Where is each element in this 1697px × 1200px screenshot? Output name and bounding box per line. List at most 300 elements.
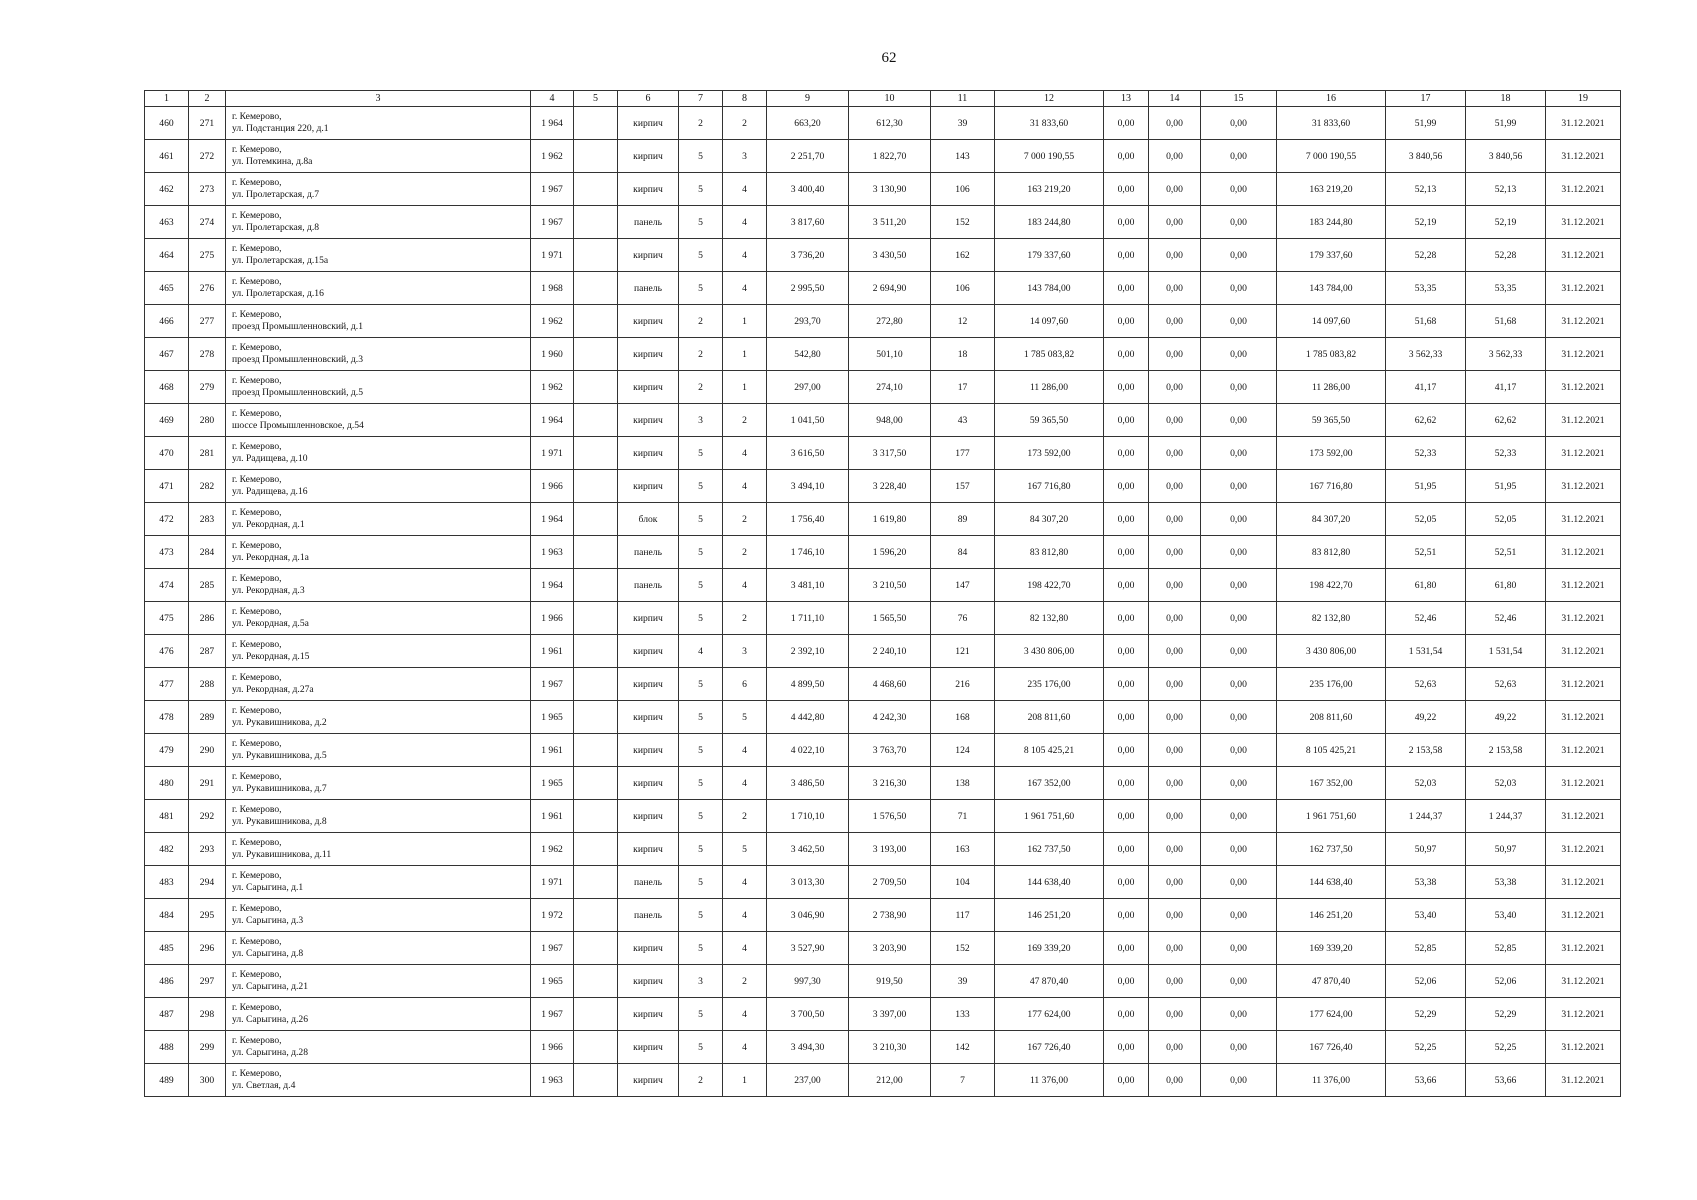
address-street: ул. Радищева, д.10 (232, 453, 308, 464)
cell-col-19: 31.12.2021 (1546, 767, 1621, 800)
cell-col-8: 4 (723, 437, 767, 470)
page-number: 62 (881, 50, 897, 66)
cell-col-16: 167 726,40 (1277, 1031, 1386, 1064)
cell-address (226, 140, 531, 173)
cell-col-14: 0,00 (1149, 503, 1201, 536)
cell-col-17: 53,38 (1386, 866, 1466, 899)
address-city: г. Кемерово, (232, 606, 282, 617)
cell-col-1: 469 (145, 404, 189, 437)
cell-col-4: 1 967 (531, 173, 574, 206)
cell-col-9: 3 700,50 (767, 998, 849, 1031)
cell-col-16: 173 592,00 (1277, 437, 1386, 470)
cell-col-16: 1 961 751,60 (1277, 800, 1386, 833)
cell-col-16: 167 716,80 (1277, 470, 1386, 503)
cell-col-16: 8 105 425,21 (1277, 734, 1386, 767)
cell-col-6: панель (618, 272, 679, 305)
cell-col-6: кирпич (618, 734, 679, 767)
cell-col-9: 1 711,10 (767, 602, 849, 635)
cell-col-19: 31.12.2021 (1546, 470, 1621, 503)
cell-col-14: 0,00 (1149, 272, 1201, 305)
cell-col-8: 1 (723, 338, 767, 371)
table-row (145, 635, 1621, 668)
cell-col-13: 0,00 (1104, 239, 1149, 272)
cell-col-7: 5 (679, 173, 723, 206)
cell-col-18: 1 531,54 (1466, 635, 1546, 668)
cell-col-18: 2 153,58 (1466, 734, 1546, 767)
cell-col-14: 0,00 (1149, 701, 1201, 734)
cell-col-10: 1 822,70 (849, 140, 931, 173)
cell-col-15: 0,00 (1201, 668, 1277, 701)
cell-col-8: 4 (723, 239, 767, 272)
column-header-19: 19 (1546, 91, 1621, 107)
cell-col-1: 472 (145, 503, 189, 536)
cell-col-15: 0,00 (1201, 734, 1277, 767)
cell-col-2: 282 (189, 470, 226, 503)
address-street: ул. Рекордная, д.1 (232, 519, 305, 530)
cell-col-12: 82 132,80 (995, 602, 1104, 635)
cell-col-19: 31.12.2021 (1546, 635, 1621, 668)
cell-col-15: 0,00 (1201, 998, 1277, 1031)
cell-col-12: 208 811,60 (995, 701, 1104, 734)
cell-col-5 (574, 206, 618, 239)
cell-col-9: 2 392,10 (767, 635, 849, 668)
cell-col-6: кирпич (618, 701, 679, 734)
cell-col-16: 11 286,00 (1277, 371, 1386, 404)
cell-col-16: 198 422,70 (1277, 569, 1386, 602)
cell-col-10: 2 738,90 (849, 899, 931, 932)
cell-col-7: 5 (679, 767, 723, 800)
cell-col-1: 478 (145, 701, 189, 734)
cell-col-1: 464 (145, 239, 189, 272)
address-street: ул. Пролетарская, д.7 (232, 189, 320, 200)
cell-address (226, 965, 531, 998)
cell-col-7: 3 (679, 404, 723, 437)
cell-col-15: 0,00 (1201, 371, 1277, 404)
cell-col-2: 295 (189, 899, 226, 932)
cell-col-9: 3 527,90 (767, 932, 849, 965)
cell-col-10: 3 763,70 (849, 734, 931, 767)
cell-col-10: 1 596,20 (849, 536, 931, 569)
column-header-12: 12 (995, 91, 1104, 107)
cell-col-19: 31.12.2021 (1546, 536, 1621, 569)
cell-col-12: 11 376,00 (995, 1064, 1104, 1097)
cell-col-19: 31.12.2021 (1546, 338, 1621, 371)
table-row (145, 107, 1621, 140)
cell-col-13: 0,00 (1104, 668, 1149, 701)
cell-col-16: 146 251,20 (1277, 899, 1386, 932)
cell-col-9: 3 013,30 (767, 866, 849, 899)
cell-col-10: 948,00 (849, 404, 931, 437)
cell-col-17: 52,29 (1386, 998, 1466, 1031)
address-street: ул. Сарыгина, д.8 (232, 948, 304, 959)
cell-address (226, 668, 531, 701)
address-street: ул. Сарыгина, д.28 (232, 1047, 308, 1058)
cell-col-5 (574, 503, 618, 536)
address-city: г. Кемерово, (232, 936, 282, 947)
cell-col-16: 183 244,80 (1277, 206, 1386, 239)
cell-col-10: 2 240,10 (849, 635, 931, 668)
cell-col-11: 168 (931, 701, 995, 734)
cell-col-5 (574, 767, 618, 800)
cell-col-11: 84 (931, 536, 995, 569)
address-city: г. Кемерово, (232, 408, 282, 419)
cell-col-17: 52,03 (1386, 767, 1466, 800)
cell-col-10: 1 576,50 (849, 800, 931, 833)
cell-col-7: 2 (679, 1064, 723, 1097)
table-row (145, 800, 1621, 833)
cell-col-14: 0,00 (1149, 437, 1201, 470)
cell-col-13: 0,00 (1104, 272, 1149, 305)
cell-address (226, 767, 531, 800)
cell-col-4: 1 963 (531, 536, 574, 569)
cell-col-12: 144 638,40 (995, 866, 1104, 899)
cell-col-14: 0,00 (1149, 965, 1201, 998)
cell-col-5 (574, 899, 618, 932)
cell-col-16: 3 430 806,00 (1277, 635, 1386, 668)
cell-col-11: 12 (931, 305, 995, 338)
cell-col-17: 52,33 (1386, 437, 1466, 470)
cell-col-6: кирпич (618, 437, 679, 470)
cell-col-14: 0,00 (1149, 899, 1201, 932)
cell-col-16: 11 376,00 (1277, 1064, 1386, 1097)
table-row (145, 470, 1621, 503)
cell-col-5 (574, 371, 618, 404)
cell-col-19: 31.12.2021 (1546, 371, 1621, 404)
cell-col-13: 0,00 (1104, 206, 1149, 239)
cell-col-6: кирпич (618, 932, 679, 965)
cell-col-15: 0,00 (1201, 107, 1277, 140)
cell-col-4: 1 961 (531, 635, 574, 668)
cell-address (226, 569, 531, 602)
cell-col-8: 4 (723, 1031, 767, 1064)
cell-col-16: 1 785 083,82 (1277, 338, 1386, 371)
cell-col-6: кирпич (618, 1031, 679, 1064)
cell-col-18: 1 244,37 (1466, 800, 1546, 833)
cell-col-1: 482 (145, 833, 189, 866)
address-city: г. Кемерово, (232, 870, 282, 881)
cell-col-19: 31.12.2021 (1546, 701, 1621, 734)
cell-col-10: 4 468,60 (849, 668, 931, 701)
cell-col-5 (574, 701, 618, 734)
cell-col-9: 3 400,40 (767, 173, 849, 206)
cell-col-19: 31.12.2021 (1546, 668, 1621, 701)
cell-col-19: 31.12.2021 (1546, 206, 1621, 239)
cell-col-9: 237,00 (767, 1064, 849, 1097)
cell-col-11: 142 (931, 1031, 995, 1064)
cell-col-6: панель (618, 536, 679, 569)
cell-col-10: 3 317,50 (849, 437, 931, 470)
cell-col-16: 169 339,20 (1277, 932, 1386, 965)
cell-col-6: кирпич (618, 965, 679, 998)
cell-col-19: 31.12.2021 (1546, 140, 1621, 173)
column-header-3: 3 (226, 91, 531, 107)
cell-col-4: 1 961 (531, 800, 574, 833)
cell-col-1: 462 (145, 173, 189, 206)
cell-col-18: 52,25 (1466, 1031, 1546, 1064)
cell-col-1: 473 (145, 536, 189, 569)
cell-col-14: 0,00 (1149, 140, 1201, 173)
cell-col-2: 300 (189, 1064, 226, 1097)
cell-col-18: 52,06 (1466, 965, 1546, 998)
cell-col-12: 84 307,20 (995, 503, 1104, 536)
cell-col-15: 0,00 (1201, 1064, 1277, 1097)
cell-col-2: 291 (189, 767, 226, 800)
cell-address (226, 272, 531, 305)
cell-col-11: 177 (931, 437, 995, 470)
cell-col-5 (574, 1031, 618, 1064)
cell-col-7: 5 (679, 239, 723, 272)
cell-col-6: кирпич (618, 1064, 679, 1097)
cell-col-16: 162 737,50 (1277, 833, 1386, 866)
header-row (145, 91, 1621, 107)
address-street: ул. Пролетарская, д.15а (232, 255, 329, 266)
address-city: г. Кемерово, (232, 276, 282, 287)
cell-col-19: 31.12.2021 (1546, 503, 1621, 536)
cell-col-2: 298 (189, 998, 226, 1031)
cell-col-8: 2 (723, 404, 767, 437)
cell-col-9: 3 817,60 (767, 206, 849, 239)
cell-col-5 (574, 833, 618, 866)
cell-col-9: 663,20 (767, 107, 849, 140)
cell-address (226, 404, 531, 437)
address-street: ул. Рекордная, д.5а (232, 618, 309, 629)
address-city: г. Кемерово, (232, 111, 282, 122)
cell-col-8: 3 (723, 635, 767, 668)
cell-col-9: 3 494,30 (767, 1031, 849, 1064)
cell-col-4: 1 966 (531, 602, 574, 635)
cell-col-5 (574, 800, 618, 833)
cell-col-8: 1 (723, 371, 767, 404)
cell-col-1: 476 (145, 635, 189, 668)
table-row (145, 437, 1621, 470)
cell-col-4: 1 965 (531, 965, 574, 998)
cell-col-7: 5 (679, 272, 723, 305)
cell-col-11: 157 (931, 470, 995, 503)
cell-col-9: 3 481,10 (767, 569, 849, 602)
cell-col-16: 143 784,00 (1277, 272, 1386, 305)
cell-col-10: 612,30 (849, 107, 931, 140)
cell-col-12: 7 000 190,55 (995, 140, 1104, 173)
cell-col-10: 212,00 (849, 1064, 931, 1097)
cell-col-7: 5 (679, 437, 723, 470)
cell-col-7: 5 (679, 569, 723, 602)
cell-col-11: 162 (931, 239, 995, 272)
cell-col-15: 0,00 (1201, 272, 1277, 305)
cell-col-18: 52,33 (1466, 437, 1546, 470)
cell-col-11: 39 (931, 965, 995, 998)
cell-col-4: 1 961 (531, 734, 574, 767)
cell-col-7: 5 (679, 899, 723, 932)
address-street: ул. Рукавишникова, д.8 (232, 816, 327, 827)
cell-col-2: 278 (189, 338, 226, 371)
cell-col-14: 0,00 (1149, 602, 1201, 635)
cell-col-4: 1 962 (531, 371, 574, 404)
cell-col-19: 31.12.2021 (1546, 437, 1621, 470)
cell-col-13: 0,00 (1104, 305, 1149, 338)
cell-col-19: 31.12.2021 (1546, 899, 1621, 932)
table-row (145, 602, 1621, 635)
cell-col-4: 1 967 (531, 668, 574, 701)
address-street: ул. Потемкина, д.8а (232, 156, 313, 167)
cell-col-10: 3 511,20 (849, 206, 931, 239)
cell-col-14: 0,00 (1149, 305, 1201, 338)
address-street: ул. Сарыгина, д.21 (232, 981, 308, 992)
cell-col-9: 542,80 (767, 338, 849, 371)
cell-col-11: 39 (931, 107, 995, 140)
cell-col-14: 0,00 (1149, 470, 1201, 503)
cell-col-14: 0,00 (1149, 338, 1201, 371)
cell-col-15: 0,00 (1201, 1031, 1277, 1064)
cell-col-1: 484 (145, 899, 189, 932)
cell-col-7: 5 (679, 602, 723, 635)
cell-col-13: 0,00 (1104, 569, 1149, 602)
cell-col-15: 0,00 (1201, 800, 1277, 833)
address-city: г. Кемерово, (232, 540, 282, 551)
cell-col-13: 0,00 (1104, 701, 1149, 734)
cell-col-19: 31.12.2021 (1546, 569, 1621, 602)
cell-col-8: 4 (723, 272, 767, 305)
cell-col-16: 179 337,60 (1277, 239, 1386, 272)
column-header-4: 4 (531, 91, 574, 107)
cell-col-19: 31.12.2021 (1546, 833, 1621, 866)
cell-col-5 (574, 404, 618, 437)
cell-col-1: 486 (145, 965, 189, 998)
cell-col-11: 121 (931, 635, 995, 668)
cell-col-14: 0,00 (1149, 998, 1201, 1031)
table-row (145, 173, 1621, 206)
cell-address (226, 107, 531, 140)
address-city: г. Кемерово, (232, 738, 282, 749)
cell-col-7: 5 (679, 998, 723, 1031)
table-row (145, 305, 1621, 338)
cell-col-9: 4 442,80 (767, 701, 849, 734)
cell-col-18: 53,66 (1466, 1064, 1546, 1097)
cell-address (226, 470, 531, 503)
cell-col-17: 3 840,56 (1386, 140, 1466, 173)
cell-address (226, 1031, 531, 1064)
cell-col-15: 0,00 (1201, 503, 1277, 536)
column-header-8: 8 (723, 91, 767, 107)
cell-col-18: 52,28 (1466, 239, 1546, 272)
cell-col-13: 0,00 (1104, 470, 1149, 503)
address-city: г. Кемерово, (232, 144, 282, 155)
cell-col-2: 271 (189, 107, 226, 140)
column-header-17: 17 (1386, 91, 1466, 107)
cell-col-1: 475 (145, 602, 189, 635)
cell-col-13: 0,00 (1104, 140, 1149, 173)
column-header-13: 13 (1104, 91, 1149, 107)
cell-col-8: 4 (723, 767, 767, 800)
cell-col-11: 17 (931, 371, 995, 404)
cell-col-6: блок (618, 503, 679, 536)
cell-col-9: 3 736,20 (767, 239, 849, 272)
cell-col-2: 273 (189, 173, 226, 206)
table-row (145, 701, 1621, 734)
cell-col-18: 41,17 (1466, 371, 1546, 404)
cell-col-8: 4 (723, 470, 767, 503)
cell-col-17: 2 153,58 (1386, 734, 1466, 767)
cell-col-11: 71 (931, 800, 995, 833)
table-row (145, 404, 1621, 437)
cell-col-10: 4 242,30 (849, 701, 931, 734)
cell-col-8: 1 (723, 305, 767, 338)
cell-address (226, 371, 531, 404)
cell-col-1: 468 (145, 371, 189, 404)
cell-col-7: 5 (679, 206, 723, 239)
cell-col-8: 4 (723, 206, 767, 239)
cell-col-7: 5 (679, 470, 723, 503)
cell-col-11: 147 (931, 569, 995, 602)
column-header-11: 11 (931, 91, 995, 107)
cell-col-19: 31.12.2021 (1546, 965, 1621, 998)
cell-col-17: 51,68 (1386, 305, 1466, 338)
address-street: ул. Подстанция 220, д.1 (232, 123, 329, 134)
cell-col-4: 1 962 (531, 305, 574, 338)
cell-col-1: 481 (145, 800, 189, 833)
cell-col-16: 47 870,40 (1277, 965, 1386, 998)
cell-col-1: 489 (145, 1064, 189, 1097)
address-street: ул. Рукавишникова, д.5 (232, 750, 327, 761)
cell-col-12: 179 337,60 (995, 239, 1104, 272)
cell-col-4: 1 964 (531, 569, 574, 602)
address-street: ул. Рекордная, д.3 (232, 585, 305, 596)
cell-col-14: 0,00 (1149, 932, 1201, 965)
cell-col-18: 51,95 (1466, 470, 1546, 503)
cell-col-7: 5 (679, 140, 723, 173)
cell-col-15: 0,00 (1201, 536, 1277, 569)
cell-col-17: 62,62 (1386, 404, 1466, 437)
cell-col-9: 3 486,50 (767, 767, 849, 800)
table-row (145, 998, 1621, 1031)
cell-col-7: 2 (679, 338, 723, 371)
cell-col-5 (574, 1064, 618, 1097)
cell-col-19: 31.12.2021 (1546, 932, 1621, 965)
cell-col-1: 461 (145, 140, 189, 173)
address-street: ул. Сарыгина, д.26 (232, 1014, 308, 1025)
cell-address (226, 833, 531, 866)
table-row (145, 239, 1621, 272)
cell-col-14: 0,00 (1149, 206, 1201, 239)
cell-col-10: 3 130,90 (849, 173, 931, 206)
cell-col-12: 198 422,70 (995, 569, 1104, 602)
cell-col-13: 0,00 (1104, 338, 1149, 371)
cell-col-8: 3 (723, 140, 767, 173)
cell-col-11: 106 (931, 272, 995, 305)
cell-col-19: 31.12.2021 (1546, 1031, 1621, 1064)
cell-col-14: 0,00 (1149, 668, 1201, 701)
cell-col-16: 7 000 190,55 (1277, 140, 1386, 173)
address-street: ул. Светлая, д.4 (232, 1080, 296, 1091)
cell-col-16: 208 811,60 (1277, 701, 1386, 734)
column-number-header (145, 91, 1621, 107)
cell-col-14: 0,00 (1149, 371, 1201, 404)
cell-col-1: 467 (145, 338, 189, 371)
cell-col-17: 1 531,54 (1386, 635, 1466, 668)
cell-col-6: кирпич (618, 602, 679, 635)
cell-col-13: 0,00 (1104, 965, 1149, 998)
cell-col-1: 487 (145, 998, 189, 1031)
cell-col-7: 5 (679, 503, 723, 536)
cell-col-8: 4 (723, 734, 767, 767)
cell-col-12: 143 784,00 (995, 272, 1104, 305)
cell-col-17: 53,66 (1386, 1064, 1466, 1097)
cell-col-6: кирпич (618, 998, 679, 1031)
cell-col-12: 83 812,80 (995, 536, 1104, 569)
cell-col-12: 14 097,60 (995, 305, 1104, 338)
cell-col-19: 31.12.2021 (1546, 272, 1621, 305)
cell-col-8: 4 (723, 998, 767, 1031)
cell-col-18: 52,03 (1466, 767, 1546, 800)
